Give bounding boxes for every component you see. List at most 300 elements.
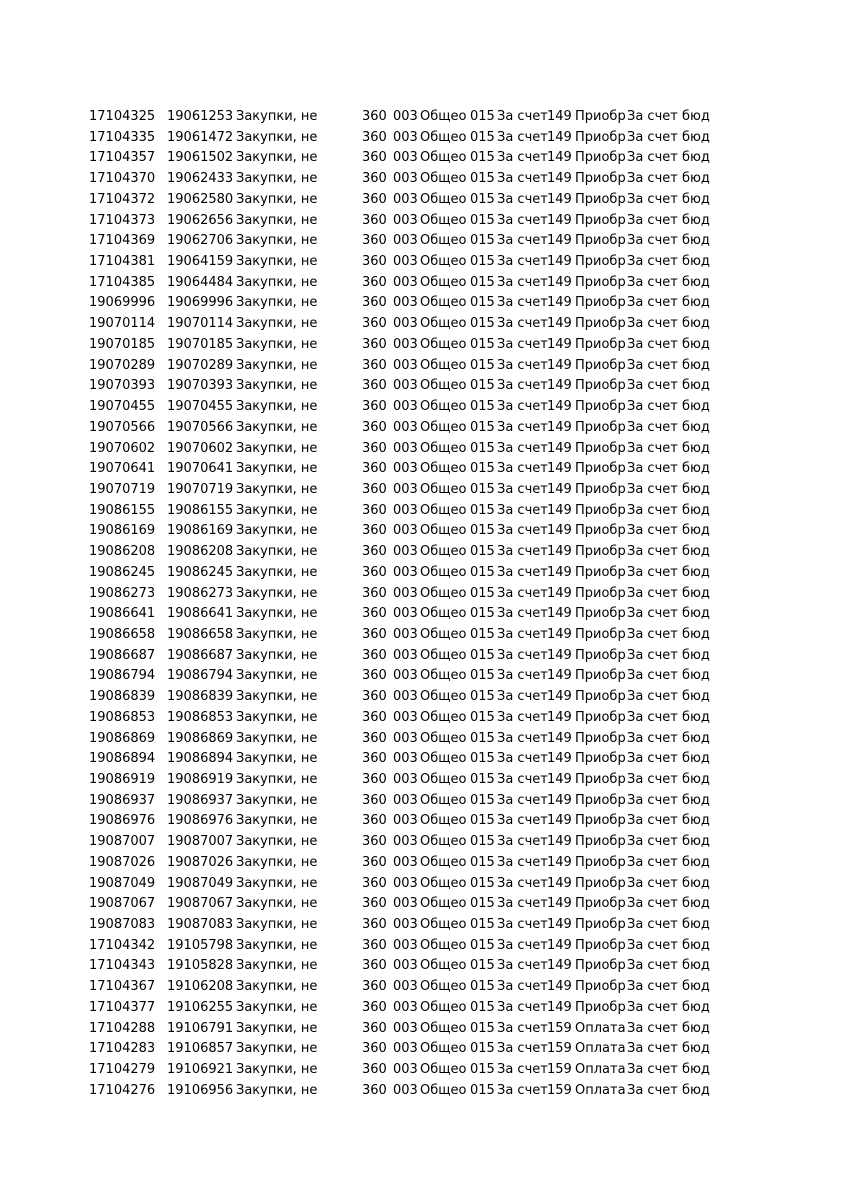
section-name-cell: Общео [420, 481, 467, 497]
section-code-cell: 003 [393, 399, 418, 415]
department-code-cell: 360 [362, 1062, 387, 1078]
section-code-cell: 003 [393, 1041, 418, 1057]
section-code-cell: 003 [393, 689, 418, 705]
record-id-cell: 19069996 [89, 295, 156, 311]
record-id-cell: 19086919 [89, 772, 156, 787]
department-code-cell: 360 [362, 316, 387, 332]
document-id-cell: 19070455 [167, 399, 234, 415]
document-id-cell: 19087026 [167, 854, 234, 870]
article-name-cell: Приобр [575, 854, 626, 870]
department-code-cell: 360 [362, 689, 387, 705]
table-row [0, 356, 848, 377]
table-row [0, 521, 848, 542]
article-name-cell: Оплата [575, 1020, 626, 1036]
department-code-cell: 360 [362, 523, 387, 539]
article-code-cell: 159 [547, 1020, 572, 1036]
budget-source-cell: За счет бюд [627, 171, 710, 187]
section-code-cell: 003 [393, 668, 418, 684]
department-code-cell: 360 [362, 150, 387, 166]
funding-source-cell: За счет [497, 399, 548, 415]
department-code-cell: 360 [362, 999, 387, 1015]
budget-source-cell: За счет бюд [627, 109, 710, 124]
budget-source-cell: За счет бюд [627, 440, 710, 456]
funding-source-cell: За счет [497, 709, 548, 725]
record-id-cell: 19086839 [89, 689, 156, 705]
record-id-cell: 17104343 [89, 958, 156, 974]
purchase-type-cell: Закупки, не [236, 481, 318, 497]
section-name-cell: Общео [420, 730, 467, 746]
purchase-type-cell: Закупки, не [236, 274, 318, 290]
subsection-code-cell: 015 [470, 585, 495, 601]
article-code-cell: 149 [547, 792, 572, 808]
record-id-cell: 19087083 [89, 917, 156, 933]
purchase-type-cell: Закупки, не [236, 626, 318, 642]
funding-source-cell: За счет [497, 979, 548, 995]
department-code-cell: 360 [362, 730, 387, 746]
purchase-type-cell: Закупки, не [236, 461, 318, 477]
section-name-cell: Общео [420, 564, 467, 580]
article-code-cell: 159 [547, 1082, 572, 1098]
record-id-cell: 19086869 [89, 730, 156, 746]
subsection-code-cell: 015 [470, 502, 495, 518]
table-row [0, 708, 848, 729]
purchase-type-cell: Закупки, не [236, 544, 318, 560]
table-row [0, 1081, 848, 1102]
document-id-cell: 19106956 [167, 1082, 234, 1098]
purchase-type-cell: Закупки, не [236, 875, 318, 891]
subsection-code-cell: 015 [470, 647, 495, 663]
article-code-cell: 149 [547, 150, 572, 166]
record-id-cell: 19087026 [89, 854, 156, 870]
budget-source-cell: За счет бюд [627, 689, 710, 705]
article-name-cell: Приобр [575, 171, 626, 187]
funding-source-cell: За счет [497, 1041, 548, 1057]
department-code-cell: 360 [362, 544, 387, 560]
subsection-code-cell: 015 [470, 958, 495, 974]
record-id-cell: 19086794 [89, 668, 156, 684]
record-id-cell: 19086976 [89, 813, 156, 829]
purchase-type-cell: Закупки, не [236, 191, 318, 207]
section-code-cell: 003 [393, 129, 418, 145]
subsection-code-cell: 015 [470, 854, 495, 870]
table-row [0, 915, 848, 936]
article-code-cell: 149 [547, 481, 572, 497]
department-code-cell: 360 [362, 917, 387, 933]
subsection-code-cell: 015 [470, 1020, 495, 1036]
subsection-code-cell: 015 [470, 357, 495, 373]
document-id-cell: 19070566 [167, 419, 234, 435]
article-name-cell: Приобр [575, 129, 626, 145]
section-code-cell: 003 [393, 316, 418, 332]
funding-source-cell: За счет [497, 336, 548, 352]
funding-source-cell: За счет [497, 233, 548, 249]
subsection-code-cell: 015 [470, 212, 495, 228]
section-name-cell: Общео [420, 834, 467, 850]
section-name-cell: Общео [420, 523, 467, 539]
article-name-cell: Приобр [575, 336, 626, 352]
table-row [0, 169, 848, 190]
funding-source-cell: За счет [497, 544, 548, 560]
subsection-code-cell: 015 [470, 834, 495, 850]
budget-source-cell: За счет бюд [627, 626, 710, 642]
section-code-cell: 003 [393, 751, 418, 767]
section-code-cell: 003 [393, 419, 418, 435]
purchase-type-cell: Закупки, не [236, 854, 318, 870]
section-code-cell: 003 [393, 979, 418, 995]
budget-source-cell: За счет бюд [627, 316, 710, 332]
department-code-cell: 360 [362, 854, 387, 870]
document-id-cell: 19087067 [167, 896, 234, 912]
purchase-type-cell: Закупки, не [236, 564, 318, 580]
subsection-code-cell: 015 [470, 606, 495, 622]
record-id-cell: 19086245 [89, 564, 156, 580]
purchase-type-cell: Закупки, не [236, 668, 318, 684]
department-code-cell: 360 [362, 295, 387, 311]
purchase-type-cell: Закупки, не [236, 502, 318, 518]
article-code-cell: 149 [547, 668, 572, 684]
subsection-code-cell: 015 [470, 254, 495, 270]
article-code-cell: 149 [547, 274, 572, 290]
section-code-cell: 003 [393, 854, 418, 870]
budget-source-cell: За счет бюд [627, 979, 710, 995]
section-code-cell: 003 [393, 481, 418, 497]
budget-source-cell: За счет бюд [627, 1062, 710, 1078]
record-id-cell: 19070114 [89, 316, 156, 332]
article-code-cell: 149 [547, 191, 572, 207]
subsection-code-cell: 015 [470, 378, 495, 394]
article-code-cell: 149 [547, 502, 572, 518]
record-id-cell: 19086169 [89, 523, 156, 539]
article-code-cell: 149 [547, 958, 572, 974]
article-name-cell: Приобр [575, 274, 626, 290]
document-id-cell: 19061472 [167, 129, 234, 145]
budget-source-cell: За счет бюд [627, 212, 710, 228]
article-name-cell: Приобр [575, 689, 626, 705]
section-code-cell: 003 [393, 461, 418, 477]
section-name-cell: Общео [420, 709, 467, 725]
section-code-cell: 003 [393, 730, 418, 746]
article-name-cell: Приобр [575, 191, 626, 207]
department-code-cell: 360 [362, 958, 387, 974]
article-name-cell: Приобр [575, 481, 626, 497]
section-code-cell: 003 [393, 150, 418, 166]
article-name-cell: Приобр [575, 461, 626, 477]
article-name-cell: Приобр [575, 751, 626, 767]
section-name-cell: Общео [420, 129, 467, 145]
funding-source-cell: За счет [497, 626, 548, 642]
article-name-cell: Приобр [575, 440, 626, 456]
section-code-cell: 003 [393, 626, 418, 642]
section-name-cell: Общео [420, 751, 467, 767]
department-code-cell: 360 [362, 834, 387, 850]
document-id-cell: 19106255 [167, 999, 234, 1015]
article-name-cell: Приобр [575, 316, 626, 332]
budget-source-cell: За счет бюд [627, 875, 710, 891]
article-code-cell: 149 [547, 606, 572, 622]
department-code-cell: 360 [362, 440, 387, 456]
article-name-cell: Приобр [575, 212, 626, 228]
department-code-cell: 360 [362, 751, 387, 767]
funding-source-cell: За счет [497, 792, 548, 808]
article-name-cell: Приобр [575, 896, 626, 912]
record-id-cell: 17104377 [89, 999, 156, 1015]
section-code-cell: 003 [393, 295, 418, 311]
subsection-code-cell: 015 [470, 772, 495, 787]
section-name-cell: Общео [420, 626, 467, 642]
funding-source-cell: За счет [497, 440, 548, 456]
article-name-cell: Оплата [575, 1062, 626, 1078]
table-row [0, 211, 848, 232]
section-code-cell: 003 [393, 191, 418, 207]
purchase-type-cell: Закупки, не [236, 999, 318, 1015]
purchase-type-cell: Закупки, не [236, 171, 318, 187]
funding-source-cell: За счет [497, 150, 548, 166]
record-id-cell: 19086641 [89, 606, 156, 622]
article-code-cell: 149 [547, 585, 572, 601]
subsection-code-cell: 015 [470, 191, 495, 207]
subsection-code-cell: 015 [470, 274, 495, 290]
section-code-cell: 003 [393, 813, 418, 829]
budget-source-cell: За счет бюд [627, 1020, 710, 1036]
purchase-type-cell: Закупки, не [236, 378, 318, 394]
article-name-cell: Приобр [575, 378, 626, 394]
table-row [0, 894, 848, 915]
article-code-cell: 149 [547, 295, 572, 311]
section-code-cell: 003 [393, 378, 418, 394]
section-name-cell: Общео [420, 1082, 467, 1098]
document-id-cell: 19064484 [167, 274, 234, 290]
article-name-cell: Приобр [575, 109, 626, 124]
purchase-type-cell: Закупки, не [236, 834, 318, 850]
record-id-cell: 19070566 [89, 419, 156, 435]
subsection-code-cell: 015 [470, 626, 495, 642]
subsection-code-cell: 015 [470, 295, 495, 311]
document-id-cell: 19061502 [167, 150, 234, 166]
subsection-code-cell: 015 [470, 999, 495, 1015]
section-code-cell: 003 [393, 606, 418, 622]
document-id-cell: 19070719 [167, 481, 234, 497]
budget-source-cell: За счет бюд [627, 481, 710, 497]
subsection-code-cell: 015 [470, 709, 495, 725]
article-code-cell: 149 [547, 937, 572, 953]
article-name-cell: Приобр [575, 523, 626, 539]
budget-source-cell: За счет бюд [627, 295, 710, 311]
budget-source-cell: За счет бюд [627, 813, 710, 829]
document-id-cell: 19070289 [167, 357, 234, 373]
article-name-cell: Оплата [575, 1041, 626, 1057]
funding-source-cell: За счет [497, 461, 548, 477]
section-code-cell: 003 [393, 440, 418, 456]
document-id-cell: 19062433 [167, 171, 234, 187]
department-code-cell: 360 [362, 274, 387, 290]
section-code-cell: 003 [393, 999, 418, 1015]
funding-source-cell: За счет [497, 834, 548, 850]
document-id-cell: 19070393 [167, 378, 234, 394]
purchase-type-cell: Закупки, не [236, 233, 318, 249]
funding-source-cell: За счет [497, 129, 548, 145]
purchase-type-cell: Закупки, не [236, 979, 318, 995]
purchase-type-cell: Закупки, не [236, 357, 318, 373]
budget-source-cell: За счет бюд [627, 792, 710, 808]
section-name-cell: Общео [420, 585, 467, 601]
article-name-cell: Приобр [575, 419, 626, 435]
table-row [0, 542, 848, 563]
section-name-cell: Общео [420, 647, 467, 663]
section-code-cell: 003 [393, 523, 418, 539]
article-code-cell: 149 [547, 109, 572, 124]
table-row [0, 811, 848, 832]
table-row [0, 190, 848, 211]
record-id-cell: 19086155 [89, 502, 156, 518]
table-row [0, 998, 848, 1019]
budget-source-cell: За счет бюд [627, 336, 710, 352]
section-name-cell: Общео [420, 958, 467, 974]
subsection-code-cell: 015 [470, 564, 495, 580]
section-code-cell: 003 [393, 647, 418, 663]
table-row [0, 749, 848, 770]
purchase-type-cell: Закупки, не [236, 399, 318, 415]
purchase-type-cell: Закупки, не [236, 1041, 318, 1057]
record-id-cell: 19087007 [89, 834, 156, 850]
subsection-code-cell: 015 [470, 689, 495, 705]
subsection-code-cell: 015 [470, 979, 495, 995]
article-name-cell: Приобр [575, 834, 626, 850]
subsection-code-cell: 015 [470, 461, 495, 477]
budget-source-cell: За счет бюд [627, 378, 710, 394]
table-row [0, 1039, 848, 1060]
purchase-type-cell: Закупки, не [236, 709, 318, 725]
section-name-cell: Общео [420, 937, 467, 953]
section-code-cell: 003 [393, 772, 418, 787]
table-row [0, 273, 848, 294]
funding-source-cell: За счет [497, 999, 548, 1015]
budget-source-cell: За счет бюд [627, 564, 710, 580]
purchase-type-cell: Закупки, не [236, 751, 318, 767]
funding-source-cell: За счет [497, 958, 548, 974]
document-id-cell: 19086658 [167, 626, 234, 642]
record-id-cell: 19086273 [89, 585, 156, 601]
funding-source-cell: За счет [497, 772, 548, 787]
section-name-cell: Общео [420, 875, 467, 891]
section-code-cell: 003 [393, 896, 418, 912]
funding-source-cell: За счет [497, 109, 548, 124]
budget-source-cell: За счет бюд [627, 1082, 710, 1098]
section-name-cell: Общео [420, 212, 467, 228]
funding-source-cell: За счет [497, 171, 548, 187]
table-row [0, 107, 848, 128]
article-name-cell: Приобр [575, 813, 626, 829]
record-id-cell: 17104369 [89, 233, 156, 249]
budget-source-cell: За счет бюд [627, 274, 710, 290]
record-id-cell: 17104342 [89, 937, 156, 953]
subsection-code-cell: 015 [470, 730, 495, 746]
section-code-cell: 003 [393, 336, 418, 352]
purchase-type-cell: Закупки, не [236, 254, 318, 270]
purchase-type-cell: Закупки, не [236, 295, 318, 311]
section-code-cell: 003 [393, 502, 418, 518]
article-code-cell: 149 [547, 336, 572, 352]
section-code-cell: 003 [393, 709, 418, 725]
section-name-cell: Общео [420, 502, 467, 518]
budget-source-cell: За счет бюд [627, 585, 710, 601]
purchase-type-cell: Закупки, не [236, 585, 318, 601]
section-name-cell: Общео [420, 606, 467, 622]
article-code-cell: 149 [547, 212, 572, 228]
record-id-cell: 19070455 [89, 399, 156, 415]
department-code-cell: 360 [362, 1020, 387, 1036]
article-name-cell: Приобр [575, 730, 626, 746]
purchase-type-cell: Закупки, не [236, 647, 318, 663]
section-name-cell: Общео [420, 668, 467, 684]
table-row [0, 604, 848, 625]
section-name-cell: Общео [420, 792, 467, 808]
record-id-cell: 19086937 [89, 792, 156, 808]
document-id-cell: 19086273 [167, 585, 234, 601]
section-name-cell: Общео [420, 399, 467, 415]
department-code-cell: 360 [362, 647, 387, 663]
budget-source-cell: За счет бюд [627, 150, 710, 166]
funding-source-cell: За счет [497, 419, 548, 435]
record-id-cell: 19070719 [89, 481, 156, 497]
article-code-cell: 149 [547, 419, 572, 435]
article-name-cell: Приобр [575, 399, 626, 415]
table-row [0, 376, 848, 397]
department-code-cell: 360 [362, 254, 387, 270]
department-code-cell: 360 [362, 1082, 387, 1098]
department-code-cell: 360 [362, 399, 387, 415]
record-id-cell: 17104283 [89, 1041, 156, 1057]
budget-source-cell: За счет бюд [627, 958, 710, 974]
table-row [0, 418, 848, 439]
section-name-cell: Общео [420, 854, 467, 870]
article-name-cell: Приобр [575, 875, 626, 891]
table-row [0, 501, 848, 522]
article-name-cell: Приобр [575, 668, 626, 684]
article-code-cell: 149 [547, 647, 572, 663]
section-name-cell: Общео [420, 1020, 467, 1036]
funding-source-cell: За счет [497, 606, 548, 622]
article-code-cell: 159 [547, 1062, 572, 1078]
article-code-cell: 149 [547, 875, 572, 891]
department-code-cell: 360 [362, 129, 387, 145]
subsection-code-cell: 015 [470, 875, 495, 891]
section-name-cell: Общео [420, 336, 467, 352]
table-row [0, 148, 848, 169]
funding-source-cell: За счет [497, 316, 548, 332]
subsection-code-cell: 015 [470, 150, 495, 166]
subsection-code-cell: 015 [470, 544, 495, 560]
department-code-cell: 360 [362, 212, 387, 228]
article-code-cell: 149 [547, 854, 572, 870]
document-id-cell: 19086245 [167, 564, 234, 580]
document-id-cell: 19087083 [167, 917, 234, 933]
table-row [0, 770, 848, 791]
budget-source-cell: За счет бюд [627, 709, 710, 725]
document-id-cell: 19086976 [167, 813, 234, 829]
section-code-cell: 003 [393, 875, 418, 891]
subsection-code-cell: 015 [470, 440, 495, 456]
department-code-cell: 360 [362, 1041, 387, 1057]
record-id-cell: 19070289 [89, 357, 156, 373]
article-name-cell: Оплата [575, 1082, 626, 1098]
budget-source-cell: За счет бюд [627, 647, 710, 663]
subsection-code-cell: 015 [470, 171, 495, 187]
article-code-cell: 149 [547, 399, 572, 415]
table-row [0, 874, 848, 895]
table-row [0, 853, 848, 874]
article-code-cell: 149 [547, 917, 572, 933]
table-row [0, 977, 848, 998]
